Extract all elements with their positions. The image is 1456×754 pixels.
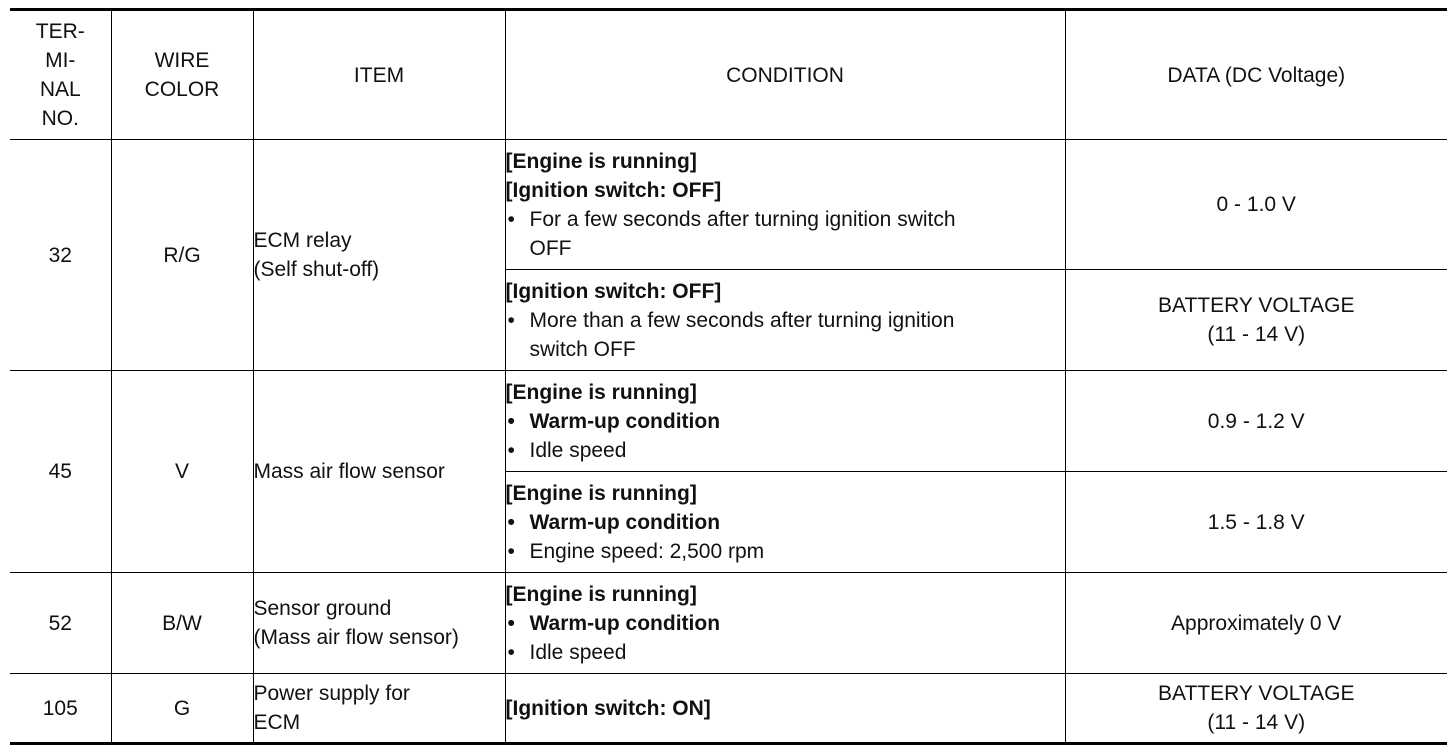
- table-row: [10, 371, 1447, 472]
- condition-cell: [Ignition switch: ON]: [505, 674, 1065, 744]
- terminal-spec-table: [10, 8, 1447, 745]
- data-value: Approximately 0 V: [1065, 573, 1447, 674]
- wire-color: G: [111, 674, 253, 744]
- header-item: ITEM: [253, 10, 505, 140]
- condition-bullet: • Warm-up condition: [506, 508, 1065, 537]
- data-value: 0 - 1.0 V: [1065, 140, 1447, 270]
- data-value: 1.5 - 1.8 V: [1065, 472, 1447, 573]
- item-name: Mass air flow sensor: [253, 371, 505, 573]
- wire-color: R/G: [111, 140, 253, 371]
- condition-bullet: • Warm-up condition: [506, 609, 1065, 638]
- condition-cell: [Engine is running] • Warm-up condition • Engine speed: 2,500 rpm: [505, 472, 1065, 573]
- condition-bullet: • More than a few seconds after turning ignition switch OFF: [506, 306, 1065, 364]
- terminal-no: 32: [10, 140, 111, 371]
- condition-bullet: • Idle speed: [506, 436, 1065, 465]
- condition-cell: [Engine is running] • Warm-up condition • Idle speed: [505, 573, 1065, 674]
- condition-cell: [Engine is running] [Ignition switch: OFF] • For a few seconds after turning ignition switch OFF: [505, 140, 1065, 270]
- data-value: BATTERY VOLTAGE (11 - 14 V): [1065, 270, 1447, 371]
- header-row: [10, 10, 1447, 140]
- table-row: [10, 140, 1447, 270]
- header-terminal-no: TER- MI- NAL NO.: [10, 10, 111, 140]
- terminal-no: 52: [10, 573, 111, 674]
- condition-cell: [Engine is running] • Warm-up condition • Idle speed: [505, 371, 1065, 472]
- item-name: Power supply for ECM: [253, 674, 505, 744]
- header-condition: CONDITION: [505, 10, 1065, 140]
- table-row: [10, 674, 1447, 744]
- item-name: Sensor ground (Mass air flow sensor): [253, 573, 505, 674]
- wire-color: V: [111, 371, 253, 573]
- data-value: BATTERY VOLTAGE (11 - 14 V): [1065, 674, 1447, 744]
- item-name: ECM relay (Self shut-off): [253, 140, 505, 371]
- condition-cell: [Ignition switch: OFF] • More than a few seconds after turning ignition switch OFF: [505, 270, 1065, 371]
- header-data: DATA (DC Voltage): [1065, 10, 1447, 140]
- condition-bullet: • Idle speed: [506, 638, 1065, 667]
- terminal-no: 105: [10, 674, 111, 744]
- data-value: 0.9 - 1.2 V: [1065, 371, 1447, 472]
- condition-bullet: • Warm-up condition: [506, 407, 1065, 436]
- wire-color: B/W: [111, 573, 253, 674]
- condition-bullet: • For a few seconds after turning ignition switch OFF: [506, 205, 1065, 263]
- header-wire-color: WIRE COLOR: [111, 10, 253, 140]
- condition-bullet: • Engine speed: 2,500 rpm: [506, 537, 1065, 566]
- terminal-no: 45: [10, 371, 111, 573]
- table-row: [10, 573, 1447, 674]
